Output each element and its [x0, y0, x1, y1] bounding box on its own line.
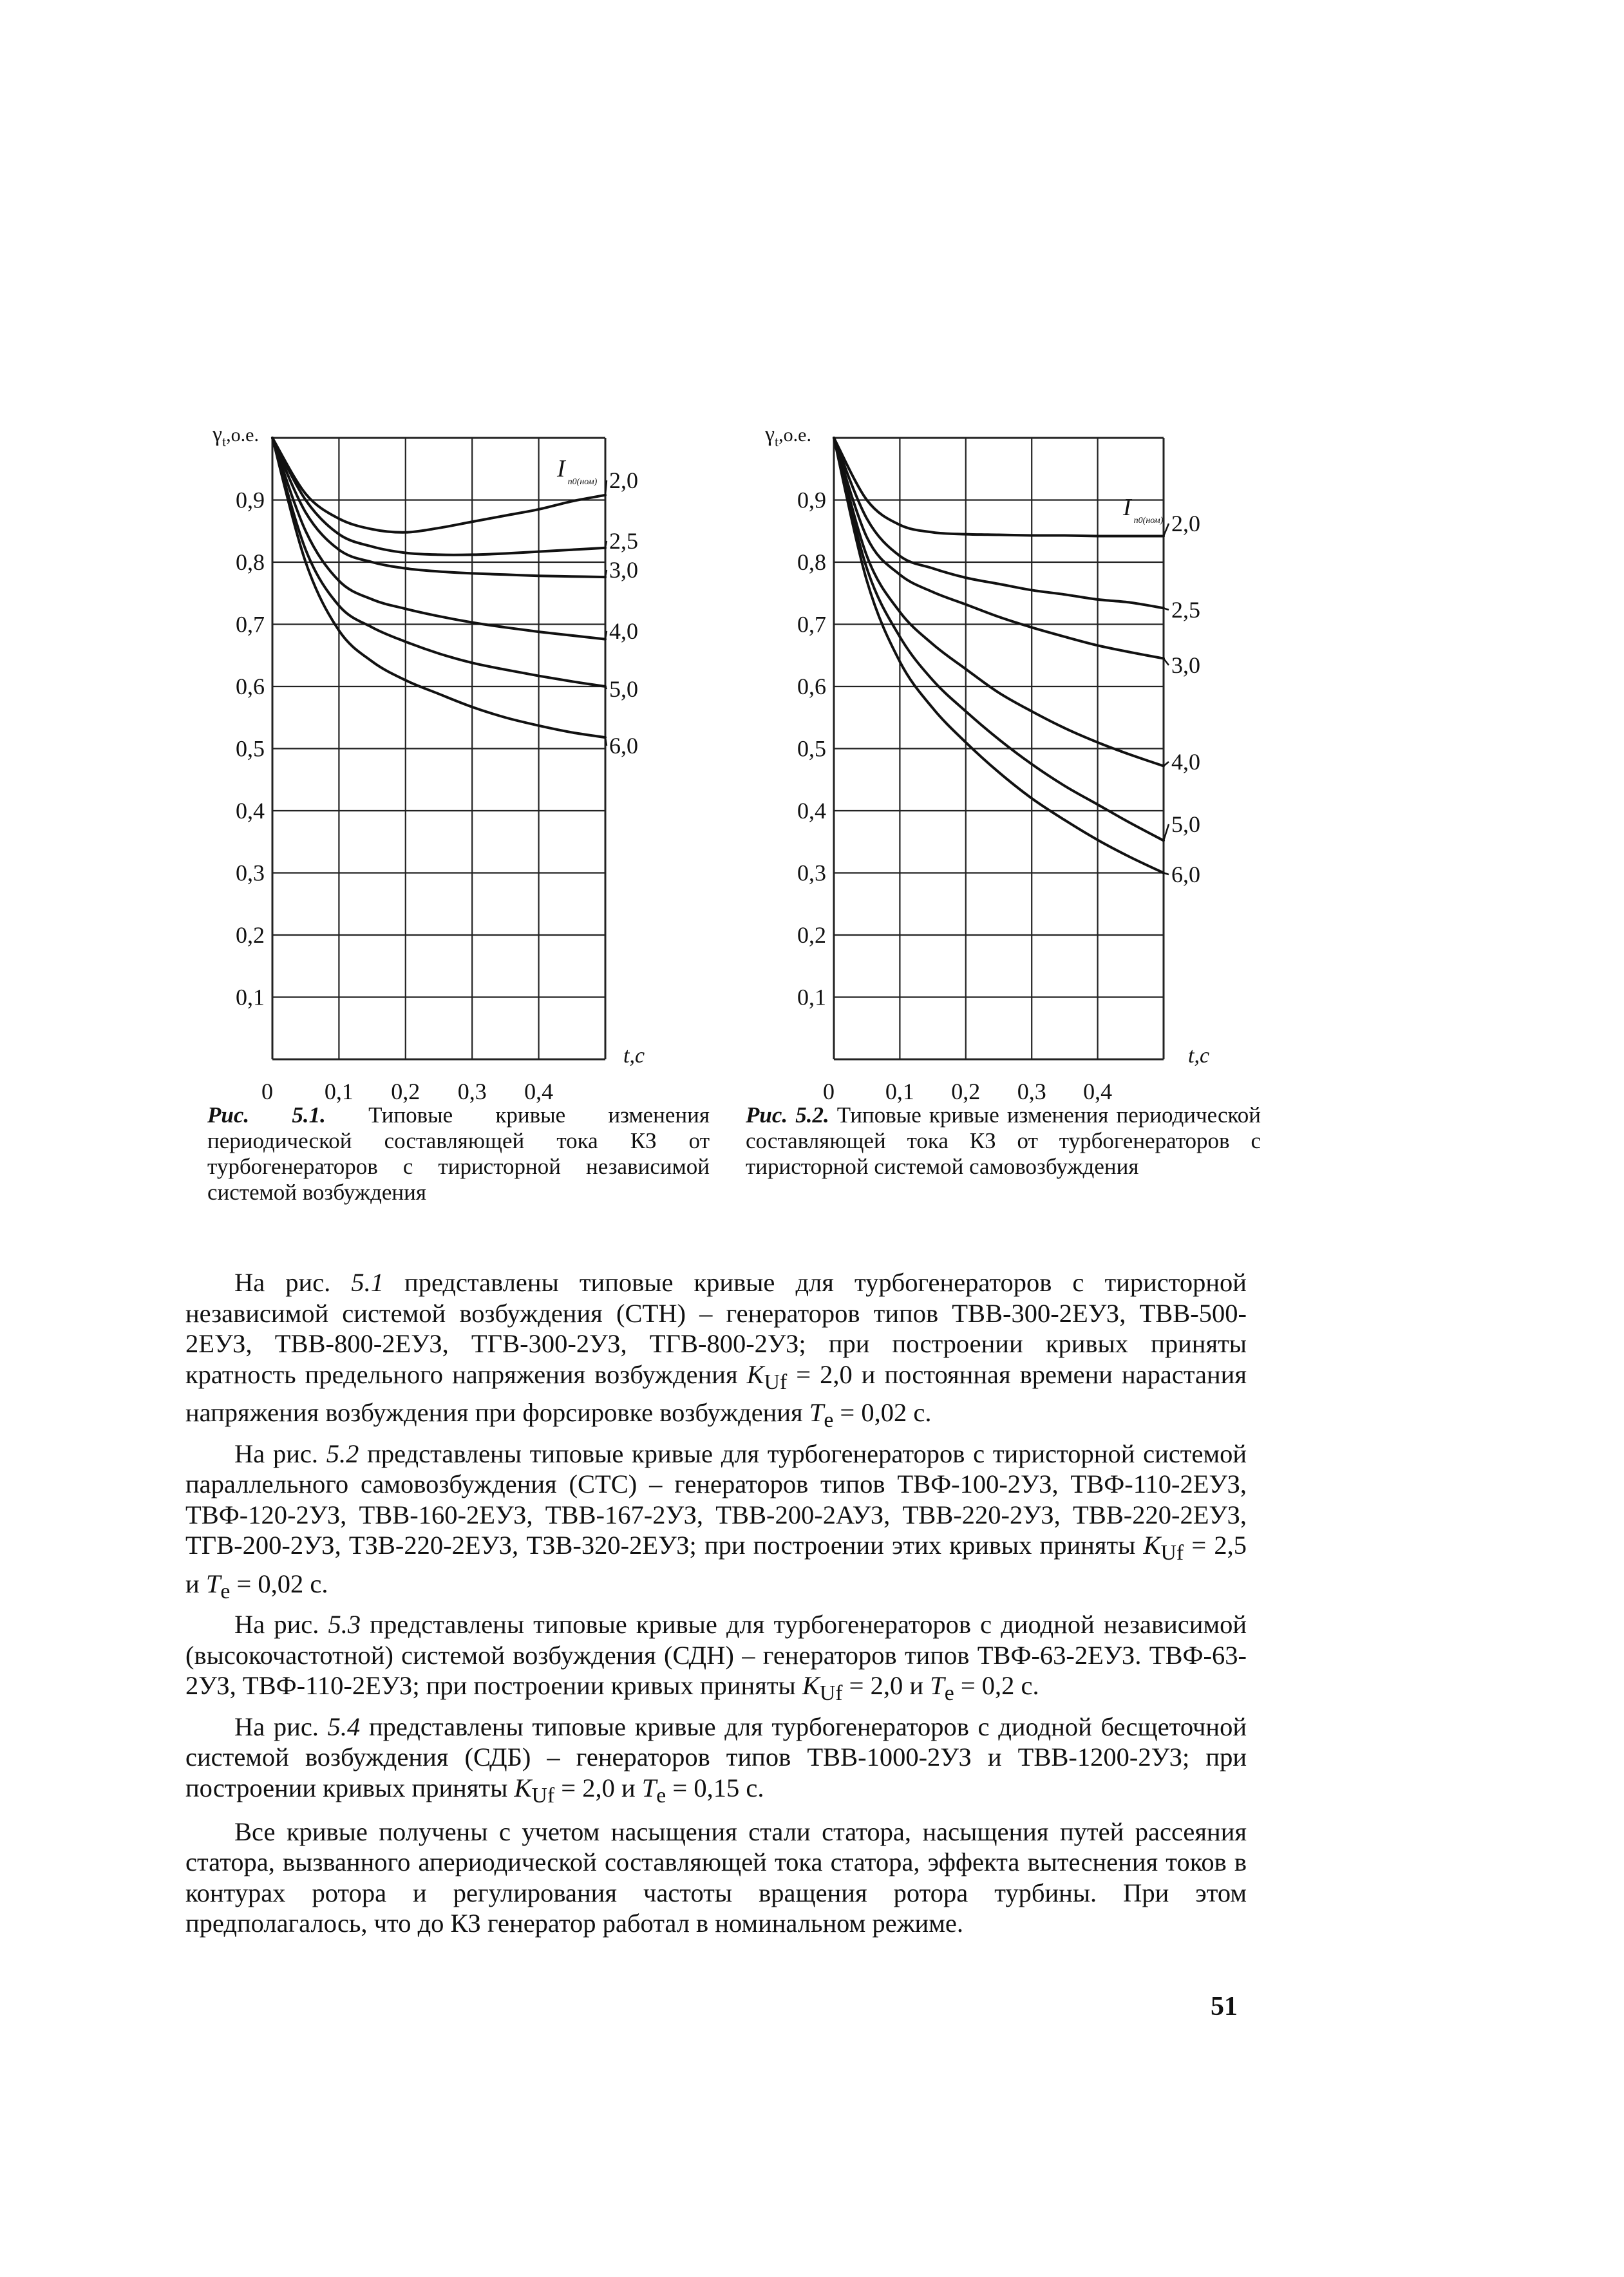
series-label: 3,0 [1171, 652, 1200, 678]
figure-5-1-caption [207, 1102, 710, 1205]
series-label: 4,0 [609, 618, 638, 644]
series-line [272, 438, 605, 577]
caption-text: Типовые кривые изменения периодической составляющей тока КЗ от турбогенераторов с тиристорной независимой системой возбуждения [207, 1102, 710, 1205]
series-label: 5,0 [1171, 811, 1200, 837]
series-line [834, 438, 1164, 873]
figure-ref: 5.3 [328, 1610, 361, 1639]
series-label: 6,0 [609, 733, 638, 759]
series-line [272, 438, 605, 533]
paragraph-1: На рис. 5.1 представлены типовые кривые для турбогенераторов с тиристорной независимой системой возбуждения (СТН) – генераторов типов ТВВ-300-2ЕУЗ, ТВВ-500-2ЕУЗ, ТВВ-800-2ЕУЗ, ТГВ-300-2УЗ, ТГВ-800-2УЗ; при построении кривых приняты кратность предельного напряжения возбуждения $K_{Uf} = 2,0$ и постоянная времени нарастания напряжения возбуждения при форсировке возбуждения $T_e = 0,02$ с. [185, 1268, 1247, 1433]
paragraph-5: Все кривые получены с учетом насыщения стали статора, насыщения путей рассеяния статора, вызванного апериодической составляющей тока статора, эффекта вытеснения токов в контурах ротора и регулирования частоты вращения ротора турбины. При этом предполагалось, что до КЗ генератор работал в номинальном режиме. [185, 1817, 1247, 1938]
figure-label: Рис. 5.1. [207, 1102, 326, 1128]
y-tick-label: 0,7 [236, 611, 265, 638]
y-tick-label: 0,4 [236, 798, 265, 824]
x-tick-label: 0,1 [885, 1079, 914, 1104]
y-tick-label: 0,5 [236, 735, 265, 762]
series-line [272, 438, 605, 737]
series-line [272, 438, 605, 639]
y-tick-label: 0,9 [797, 487, 826, 513]
x-tick-label: 0,4 [1083, 1079, 1113, 1104]
x-tick-label: 0,2 [951, 1079, 981, 1104]
series-line [834, 438, 1164, 840]
caption-text: Типовые кривые изменения периодической составляющей тока КЗ от турбогенераторов с тиристорной системой самовозбуждения [746, 1102, 1261, 1179]
y-tick-label: 0,1 [236, 984, 265, 1010]
figure-5-1-chart [206, 412, 721, 1104]
paragraph-2: На рис. 5.2 представлены типовые кривые для турбогенераторов с тиристорной системой параллельного самовозбуждения (СТС) – генераторов типов ТВФ-100-2УЗ, ТВФ-110-2ЕУЗ, ТВФ-120-2УЗ, ТВВ-160-2ЕУЗ, ТВВ-167-2УЗ, ТВВ-200-2АУЗ, ТВВ-220-2УЗ, ТВВ-220-2ЕУЗ, ТГВ-200-2УЗ, ТЗВ-220-2ЕУЗ, ТЗВ-320-2ЕУЗ; при построении этих кривых приняты $K_{Uf} = 2,5$ и $T_e = 0,02$ с. [185, 1439, 1247, 1603]
x-tick-label: 0,4 [524, 1079, 554, 1104]
paragraph-4: На рис. 5.4 представлены типовые кривые для турбогенераторов с диодной бесщеточной системой возбуждения (СДБ) – генераторов типов ТВВ-1000-2УЗ и ТВВ-1200-2УЗ; при построении кривых приняты $K_{Uf} = 2,0$ и $T_e = 0,15$ с. [185, 1712, 1247, 1808]
y-tick-label: 0,2 [236, 922, 265, 948]
series-label: 3,0 [609, 557, 638, 583]
series-label: 2,0 [1171, 511, 1200, 536]
x-axis-label: t,c [623, 1044, 645, 1068]
series-line [834, 438, 1164, 536]
series-label: 2,0 [609, 468, 638, 493]
paragraph-3: На рис. 5.3 представлены типовые кривые для турбогенераторов с диодной независимой (высокочастотной) системой возбуждения (СДН) – генераторов типов ТВФ-63-2ЕУЗ. ТВФ-63-2УЗ, ТВФ-110-2ЕУЗ; при построении кривых приняты $K_{Uf} = 2,0$ и $T_e = 0,2$ с. [185, 1610, 1247, 1706]
figure-5-2-caption [746, 1102, 1261, 1180]
series-label: 2,5 [609, 528, 638, 554]
y-tick-label: 0,7 [797, 611, 826, 638]
x-tick-label: 0 [261, 1079, 273, 1104]
page-number: 51 [1211, 1992, 1238, 2021]
y-tick-label: 0,3 [236, 860, 265, 886]
y-tick-label: 0,8 [797, 549, 826, 575]
figure-ref: 5.4 [327, 1712, 361, 1741]
y-tick-label: 0,4 [797, 798, 826, 824]
legend-current-label: I $_{п0(ном)}$ [1123, 494, 1164, 525]
x-tick-label: 0,3 [457, 1079, 487, 1104]
y-axis-label: $\gamma_t,о.е$. [765, 422, 811, 449]
x-axis-label: t,c [1188, 1044, 1210, 1068]
y-tick-label: 0,6 [797, 674, 826, 699]
x-tick-label: 0 [823, 1079, 835, 1104]
x-tick-label: 0,1 [324, 1079, 354, 1104]
figure-ref: 5.2 [326, 1439, 359, 1468]
y-tick-label: 0,5 [797, 735, 826, 762]
y-tick-label: 0,3 [797, 860, 826, 886]
series-line [834, 438, 1164, 608]
y-tick-label: 0,6 [236, 674, 265, 699]
series-label: 5,0 [609, 676, 638, 702]
y-axis-label: $\gamma_t,о.е$. [212, 422, 259, 449]
chart-grid [272, 438, 605, 1059]
series-label: 6,0 [1171, 862, 1200, 887]
figure-ref: 5.1 [351, 1268, 384, 1297]
body-text [185, 1267, 1247, 1942]
figure-label: Рис. 5.2. [746, 1102, 829, 1128]
y-tick-label: 0,1 [797, 984, 826, 1010]
series-line [272, 438, 605, 555]
series-label: 2,5 [1171, 597, 1200, 623]
legend-current-label: I $_{п0(ном)}$ [557, 455, 598, 487]
figure-5-2-chart [734, 412, 1288, 1104]
series-label: 4,0 [1171, 749, 1200, 775]
x-tick-label: 0,2 [391, 1079, 420, 1104]
y-tick-label: 0,8 [236, 549, 265, 575]
y-tick-label: 0,2 [797, 922, 826, 948]
y-tick-label: 0,9 [236, 487, 265, 513]
x-tick-label: 0,3 [1017, 1079, 1046, 1104]
